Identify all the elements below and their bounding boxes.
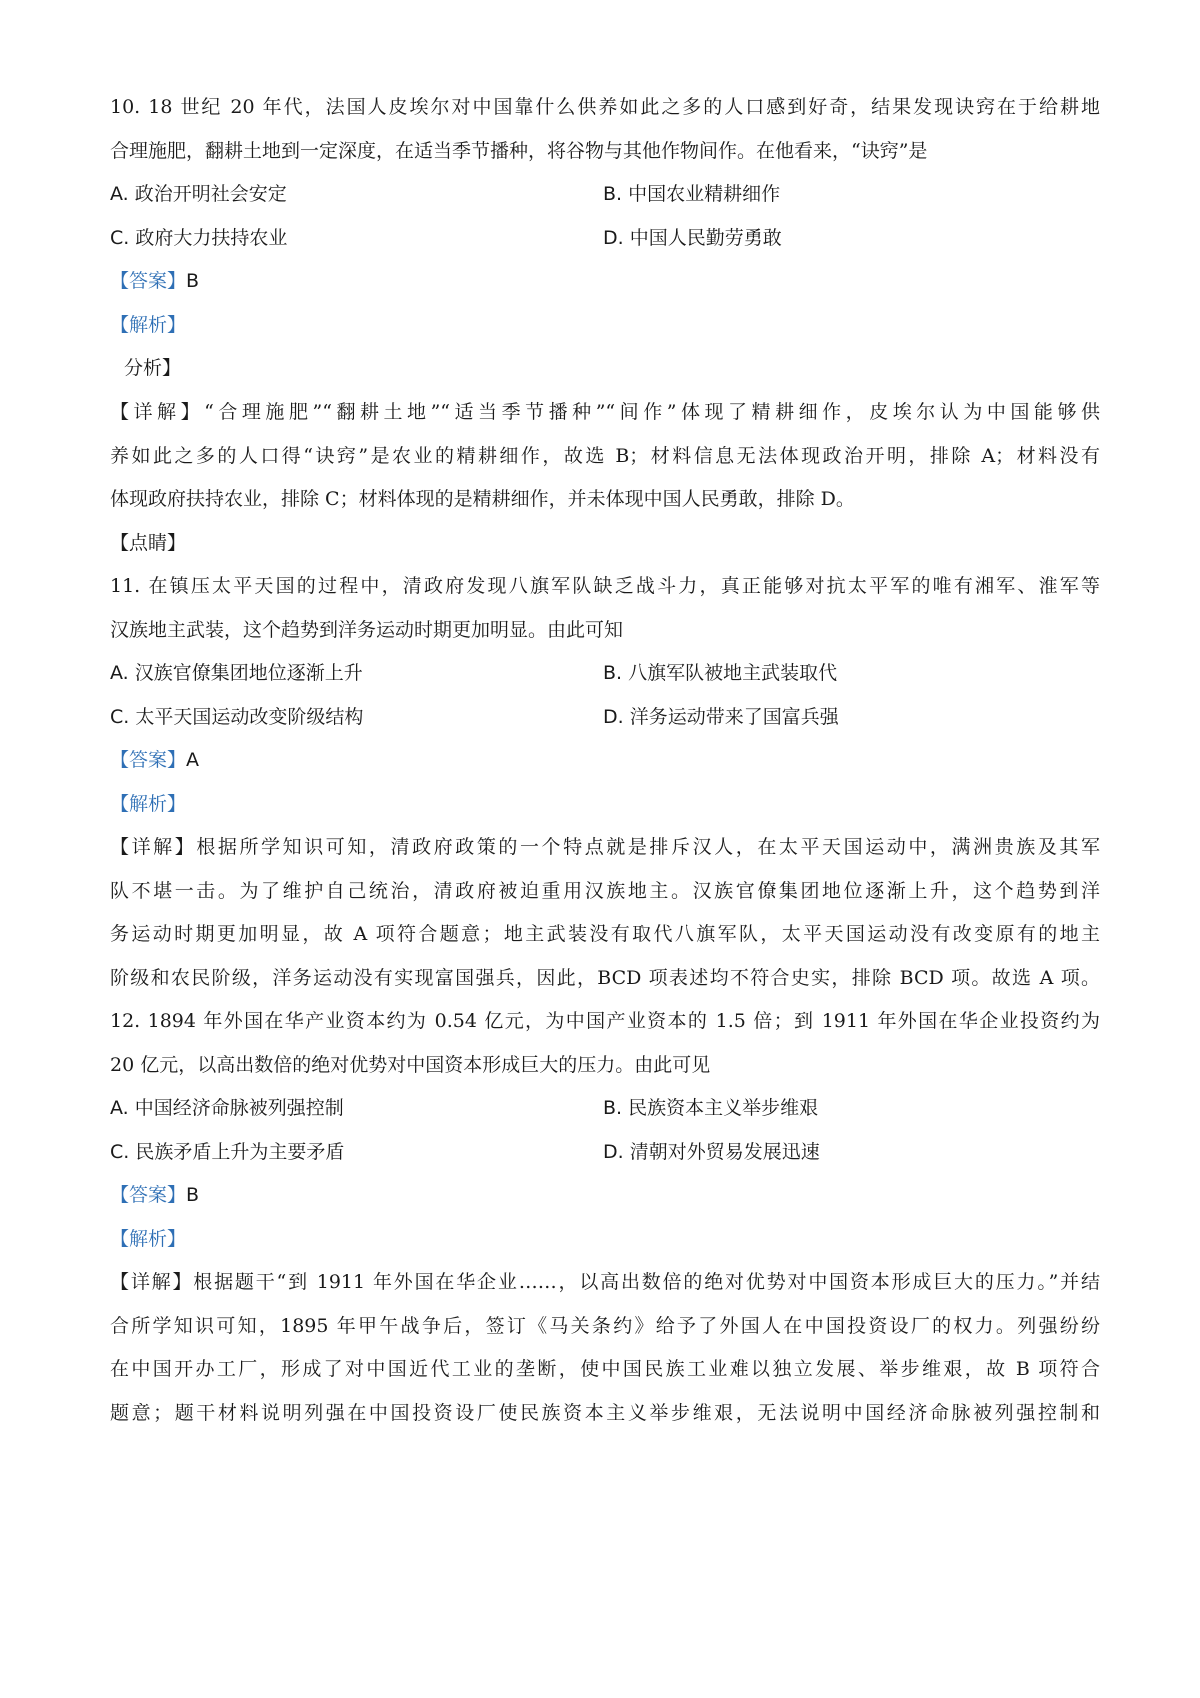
- detail-label: 【详解】: [110, 836, 197, 858]
- q11-analysis-label: 【解析】: [110, 793, 187, 815]
- detail-text: 根据所学知识可知，清政府政策的一个特点就是排斥汉人，在太平天国运动中，满洲贵族及其军: [196, 836, 1100, 858]
- answer-label: 【答案】: [110, 749, 187, 771]
- option-key: A.: [110, 183, 129, 205]
- option-key: C.: [110, 1141, 130, 1163]
- option-text: 八旗军队被地主武装取代: [628, 662, 838, 684]
- option-text: 政治开明社会安定: [134, 183, 287, 205]
- q11-detail-line-1: [110, 834, 1100, 860]
- q11-stem-line-1: 11. 在镇压太平天国的过程中，清政府发现八旗军队缺乏战斗力，真正能够对抗太平军的唯有湘军、淮军等: [110, 575, 1100, 597]
- q11-detail-line-2: 队不堪一击。为了维护自己统治，清政府被迫重用汉族地主。汉族官僚集团地位逐渐上升，这个趋势到洋: [110, 880, 1100, 902]
- q12-detail-line-1: [110, 1269, 1100, 1295]
- q12-stem-line-2: 20 亿元，以高出数倍的绝对优势对中国资本形成巨大的压力。由此可见: [110, 1054, 711, 1076]
- q10-analysis-label: 【解析】: [110, 314, 187, 336]
- answer-label: 【答案】: [110, 1184, 187, 1206]
- q10-detail-line-1: [110, 399, 1100, 425]
- answer-label: 【答案】: [110, 270, 187, 292]
- option-key: A.: [110, 662, 129, 684]
- detail-text: 根据题干“到 1911 年外国在华企业……，以高出数倍的绝对优势对中国资本形成巨大的压力。”并结: [193, 1271, 1100, 1293]
- q12-analysis-label: 【解析】: [110, 1228, 187, 1250]
- answer-value: A: [186, 749, 200, 771]
- q12-detail-line-3: 在中国开办工厂，形成了对中国近代工业的垄断，使中国民族工业难以独立发展、举步维艰，故 B 项符合: [110, 1358, 1100, 1380]
- q10-fenxi-label: 分析】: [124, 357, 182, 379]
- q12-option-c: [110, 1139, 344, 1165]
- q10-option-a: [110, 181, 287, 207]
- option-key: C.: [110, 706, 130, 728]
- q10-stem-line-1: 10. 18 世纪 20 年代，法国人皮埃尔对中国靠什么供养如此之多的人口感到好奇，结果发现诀窍在于给耕地: [110, 96, 1100, 118]
- q10-answer: [110, 268, 1100, 294]
- answer-value: B: [186, 270, 200, 292]
- option-text: 汉族官僚集团地位逐渐上升: [134, 662, 363, 684]
- q12-detail-line-2: 合所学知识可知，1895 年甲午战争后，签订《马关条约》给予了外国人在中国投资设厂的权力。列强纷纷: [110, 1315, 1100, 1337]
- q11-option-b: [603, 660, 837, 686]
- q11-option-d: [603, 704, 839, 730]
- option-key: B.: [603, 662, 623, 684]
- q10-option-c: [110, 225, 287, 251]
- option-text: 清朝对外贸易发展迅速: [629, 1141, 820, 1163]
- detail-label: 【详解】: [110, 401, 205, 423]
- q10-option-d: [603, 225, 782, 251]
- option-text: 政府大力扶持农业: [135, 227, 288, 249]
- q10-option-b: [603, 181, 780, 207]
- answer-value: B: [186, 1184, 200, 1206]
- q12-stem-line-1: 12. 1894 年外国在华产业资本约为 0.54 亿元，为中国产业资本的 1.5 倍；到 1911 年外国在华企业投资约为: [110, 1010, 1100, 1032]
- q12-option-d: [603, 1139, 820, 1165]
- detail-text: “合理施肥”“翻耕土地”“适当季节播种”“间作”体现了精耕细作，皮埃尔认为中国能够供: [204, 401, 1100, 423]
- q12-answer: [110, 1182, 1100, 1208]
- option-key: A.: [110, 1097, 129, 1119]
- option-key: C.: [110, 227, 130, 249]
- detail-label: 【详解】: [110, 1271, 194, 1293]
- q11-option-a: [110, 660, 363, 686]
- option-text: 中国农业精耕细作: [628, 183, 781, 205]
- option-text: 民族资本主义举步维艰: [628, 1097, 819, 1119]
- option-key: B.: [603, 183, 623, 205]
- option-text: 太平天国运动改变阶级结构: [135, 706, 364, 728]
- q11-stem-line-2: 汉族地主武装，这个趋势到洋务运动时期更加明显。由此可知: [110, 619, 624, 641]
- q10-stem-line-2: 合理施肥，翻耕土地到一定深度，在适当季节播种，将谷物与其他作物间作。在他看来，“诀窍”是: [110, 140, 928, 162]
- q11-answer: [110, 747, 1100, 773]
- option-text: 中国人民勤劳勇敢: [629, 227, 782, 249]
- q11-detail-line-4: 阶级和农民阶级，洋务运动没有实现富国强兵，因此，BCD 项表述均不符合史实，排除 BCD 项。故选 A 项。: [110, 967, 1100, 989]
- option-key: B.: [603, 1097, 623, 1119]
- option-key: D.: [603, 706, 624, 728]
- option-text: 中国经济命脉被列强控制: [134, 1097, 344, 1119]
- option-text: 洋务运动带来了国富兵强: [629, 706, 839, 728]
- option-key: D.: [603, 227, 624, 249]
- q12-option-a: [110, 1095, 344, 1121]
- q12-option-b: [603, 1095, 818, 1121]
- q11-option-c: [110, 704, 363, 730]
- q11-detail-line-3: 务运动时期更加明显，故 A 项符合题意；地主武装没有取代八旗军队，太平天国运动没有改变原有的地主: [110, 923, 1100, 945]
- option-text: 民族矛盾上升为主要矛盾: [135, 1141, 345, 1163]
- q12-detail-line-4: 题意；题干材料说明列强在中国投资设厂使民族资本主义举步维艰，无法说明中国经济命脉被列强控制和: [110, 1402, 1100, 1424]
- q10-detail-line-3: 体现政府扶持农业，排除 C；材料体现的是精耕细作，并未体现中国人民勇敢，排除 D。: [110, 488, 855, 510]
- option-key: D.: [603, 1141, 624, 1163]
- q10-detail-line-2: 养如此之多的人口得“诀窍”是农业的精耕细作，故选 B；材料信息无法体现政治开明，排除 A；材料没有: [110, 445, 1100, 467]
- q10-dianjing-label: 【点睛】: [110, 532, 187, 554]
